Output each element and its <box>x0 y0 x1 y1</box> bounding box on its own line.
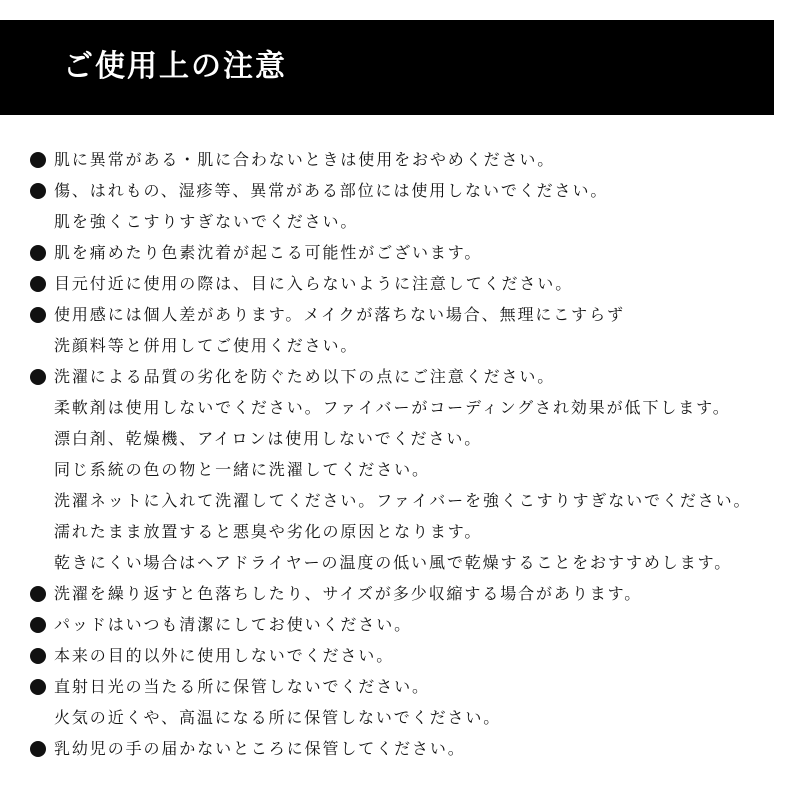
bullet-icon <box>30 369 46 385</box>
notice-text: 洗濯ネットに入れて洗濯してください。ファイバーを強くこすりすぎないでください。 <box>54 491 752 510</box>
notice-text: 本来の目的以外に使用しないでください。 <box>54 646 395 665</box>
notice-text: 漂白剤、乾燥機、アイロンは使用しないでください。 <box>54 429 483 448</box>
notice-item <box>30 640 751 671</box>
notice-item <box>30 578 751 609</box>
bullet-icon <box>30 741 46 757</box>
notice-text: 乾きにくい場合はヘアドライヤーの温度の低い風で乾燥することをおすすめします。 <box>54 553 733 572</box>
bullet-icon <box>30 183 46 199</box>
notice-item <box>30 144 751 175</box>
notice-list <box>30 144 751 764</box>
bullet-icon <box>30 245 46 261</box>
notice-item <box>30 299 751 361</box>
bullet-icon <box>30 679 46 695</box>
notice-item <box>30 671 751 733</box>
bullet-icon <box>30 648 46 664</box>
bullet-icon <box>30 152 46 168</box>
notice-text: 傷、はれもの、湿疹等、異常がある部位には使用しないでください。 <box>54 181 609 200</box>
notice-text: 肌を強くこすりすぎないでください。 <box>54 212 359 231</box>
notice-text: 洗濯を繰り返すと色落ちしたり、サイズが多少収縮する場合があります。 <box>54 584 643 603</box>
header-band <box>0 20 774 115</box>
notice-text: 使用感には個人差があります。メイクが落ちない場合、無理にこすらず <box>54 305 625 324</box>
notice-text: 乳幼児の手の届かないところに保管してください。 <box>54 739 466 758</box>
bullet-icon <box>30 307 46 323</box>
notice-text: 目元付近に使用の際は、目に入らないように注意してください。 <box>54 274 574 293</box>
notice-text: 肌に異常がある・肌に合わないときは使用をおやめください。 <box>54 150 556 169</box>
notice-item <box>30 733 751 764</box>
page-title: ご使用上の注意 <box>63 49 287 84</box>
bullet-icon <box>30 276 46 292</box>
notice-item <box>30 237 751 268</box>
notice-text: 濡れたまま放置すると悪臭や劣化の原因となります。 <box>54 522 483 541</box>
notice-item <box>30 361 751 578</box>
notice-text: 洗濯による品質の劣化を防ぐため以下の点にご注意ください。 <box>54 367 556 386</box>
notice-text: 火気の近くや、高温になる所に保管しないでください。 <box>54 708 502 727</box>
bullet-icon <box>30 586 46 602</box>
bullet-icon <box>30 617 46 633</box>
notice-text: 肌を痛めたり色素沈着が起こる可能性がございます。 <box>54 243 483 262</box>
notice-text: 洗顔料等と併用してご使用ください。 <box>54 336 359 355</box>
notice-item <box>30 609 751 640</box>
notice-item <box>30 268 751 299</box>
notice-text: 柔軟剤は使用しないでください。ファイバーがコーディングされ効果が低下します。 <box>54 398 731 417</box>
notice-text: 直射日光の当たる所に保管しないでください。 <box>54 677 430 696</box>
notice-text: 同じ系統の色の物と一緒に洗濯してください。 <box>54 460 430 479</box>
notice-text: パッドはいつも清潔にしてお使いください。 <box>54 615 413 634</box>
notice-item <box>30 175 751 237</box>
